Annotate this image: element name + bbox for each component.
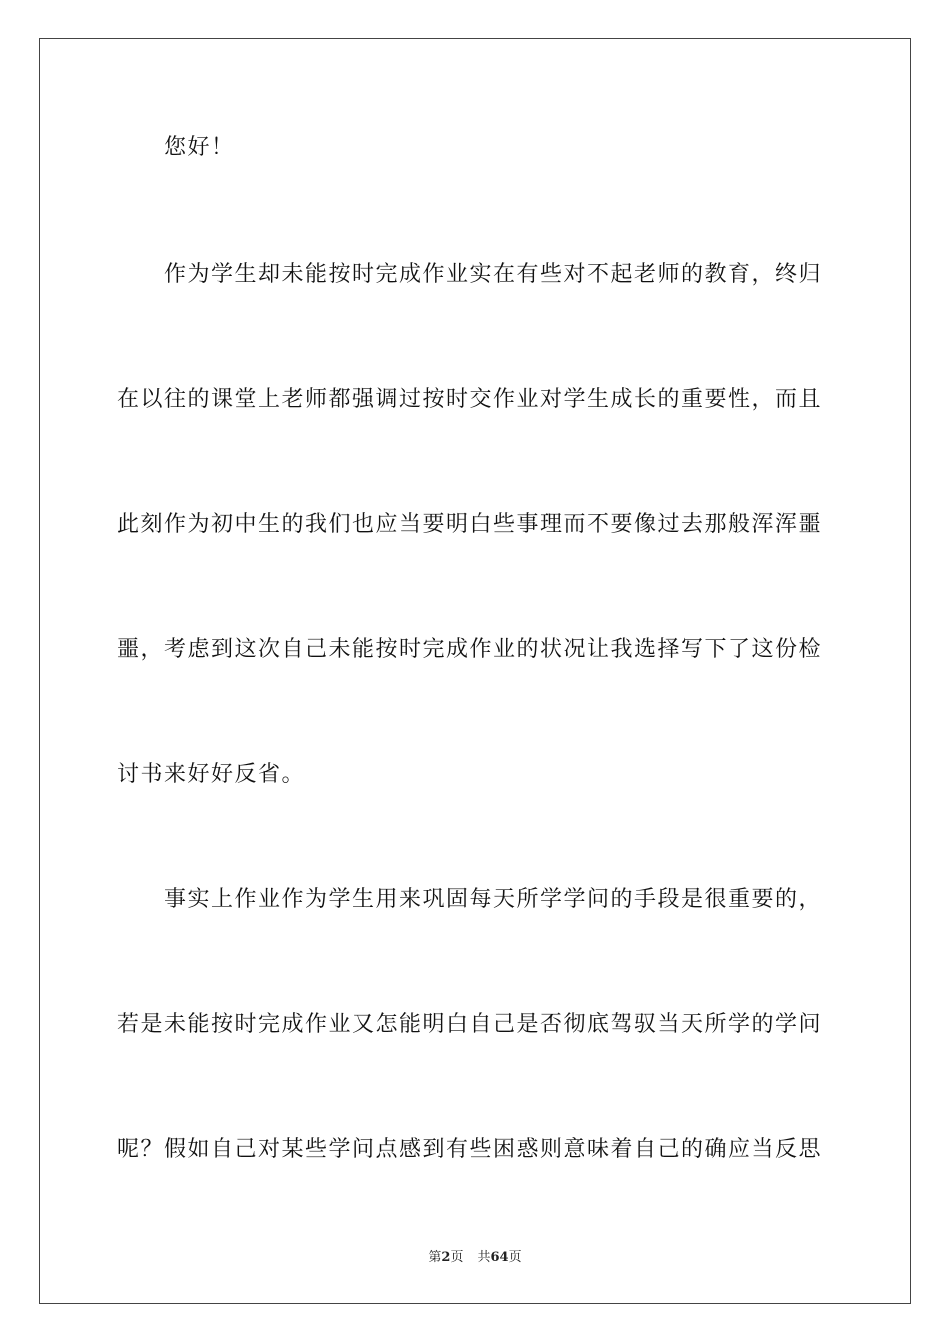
paragraph-1-line-2: 在以往的课堂上老师都强调过按时交作业对学生成长的重要性，而且 (117, 387, 823, 412)
paragraph-2-line-3: 呢？假如自己对某些学问点感到有些困惑则意味着自己的确应当反思 (117, 1137, 823, 1162)
page-prefix: 第 (428, 1250, 442, 1265)
page-border (39, 38, 911, 1304)
total-prefix: 共 (477, 1250, 491, 1265)
greeting: 您好！ (164, 135, 235, 160)
paragraph-2-line-1: 事实上作业作为学生用来巩固每天所学学问的手段是很重要的， (164, 887, 823, 912)
page-number: 2 (441, 1250, 451, 1265)
paragraph-1-line-3: 此刻作为初中生的我们也应当要明白些事理而不要像过去那般浑浑噩 (117, 512, 823, 537)
paragraph-2-line-2: 若是未能按时完成作业又怎能明白自己是否彻底驾驭当天所学的学问 (117, 1012, 823, 1037)
total-pages: 64 (490, 1250, 509, 1265)
paragraph-1-line-4: 噩，考虑到这次自己未能按时完成作业的状况让我选择写下了这份检 (117, 637, 823, 662)
paragraph-1-line-5: 讨书来好好反省。 (117, 762, 306, 787)
total-suffix: 页 (508, 1250, 522, 1265)
paragraph-1-line-1: 作为学生却未能按时完成作业实在有些对不起老师的教育，终归 (164, 262, 823, 287)
page-footer (0, 1249, 950, 1267)
page-suffix: 页 (450, 1250, 464, 1265)
